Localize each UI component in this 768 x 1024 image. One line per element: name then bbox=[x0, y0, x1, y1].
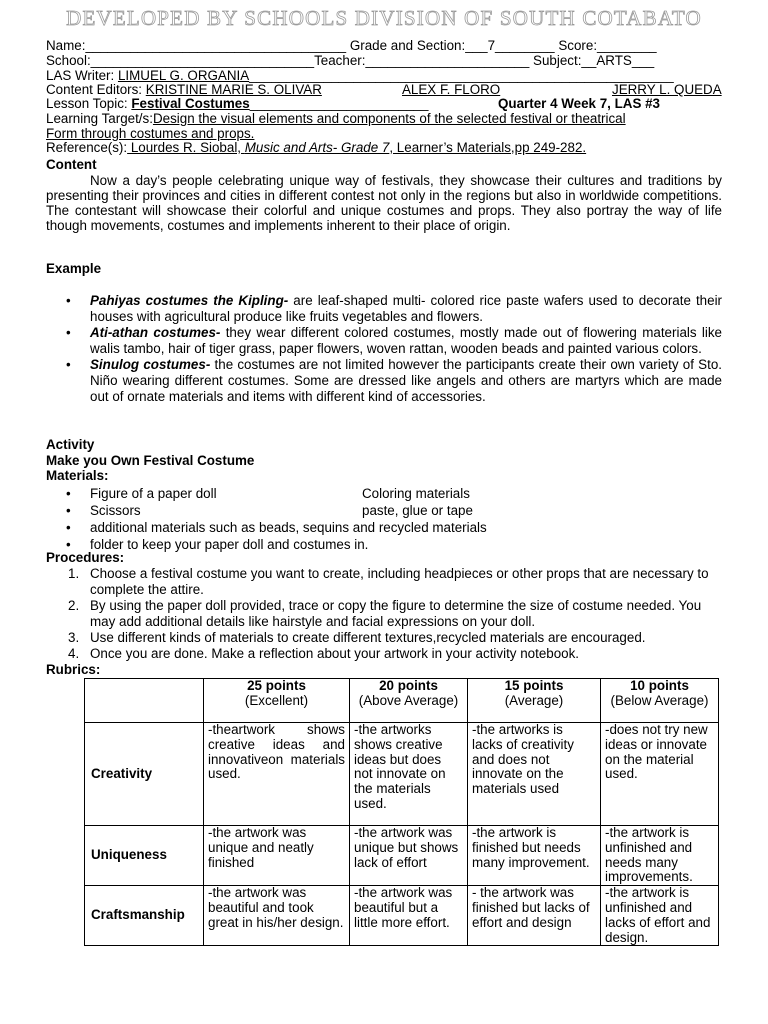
list-item bbox=[46, 566, 722, 598]
list-item bbox=[46, 519, 730, 536]
writer-value: LIMUEL G. ORGANIA bbox=[117, 68, 250, 83]
topic-blank: ________________________ bbox=[249, 96, 429, 111]
score-blank[interactable]: ________ bbox=[597, 38, 657, 53]
reference-label: Reference(s): bbox=[46, 140, 128, 155]
column-points: 25 points bbox=[247, 678, 306, 693]
school-label: School: bbox=[46, 53, 91, 68]
reference-line bbox=[46, 140, 586, 155]
step-text: Use different kinds of materials to create different textures,recycled materials are encouraged. bbox=[90, 630, 646, 645]
example-text: the costumes are not limited however the participants create their own variety of Sto. Niño wearing different costumes. Some are dressed like angels and others are martyrs which are made out of ornate materials and items with different kind of accessories. bbox=[90, 357, 722, 404]
example-term: Sinulog costumes- bbox=[90, 357, 211, 372]
content-paragraph: Now a day’s people celebrating unique way of festivals, they showcase their cultures and traditions by presenting their provinces and cities in different contest not only in the regions but also in worldwide competitions. The contestant will showcase their colorful and unique costumes and props. They also portray the way of life though movements, costumes and implements inherent to their place of origin. bbox=[46, 173, 722, 233]
step-text: By using the paper doll provided, trace or copy the figure to determine the size of costume needed. You may add additional details like hairstyle and facial expressions on your doll. bbox=[90, 598, 702, 629]
column-header bbox=[204, 679, 350, 723]
grade-blank-post: ________ bbox=[495, 38, 555, 53]
procedures-heading: Procedures: bbox=[46, 550, 125, 565]
example-term: Pahiyas costumes the Kipling- bbox=[90, 293, 289, 308]
editor-1: KRISTINE MARIE S. OLIVAR bbox=[145, 82, 322, 97]
step-number: 3. bbox=[68, 630, 80, 645]
rubric-cell: -the artwork was beautiful and took great in his/her design. bbox=[204, 886, 350, 946]
material-left: Scissors bbox=[90, 503, 141, 518]
subject-label: Subject: bbox=[533, 53, 582, 68]
grade-value: 7 bbox=[487, 38, 496, 53]
school-line bbox=[46, 53, 654, 68]
rubric-cell: -the artworks shows creative ideas but does not innovate on the materials used. bbox=[350, 723, 468, 826]
materials-heading: Materials: bbox=[46, 468, 109, 483]
rubric-cell: -the artwork is unfinished and needs many improvements. bbox=[601, 826, 719, 886]
list-item bbox=[46, 357, 722, 405]
material-left: folder to keep your paper doll and costumes in. bbox=[90, 537, 369, 552]
step-text: Choose a festival costume you want to create, including headpieces or other props that are necessary to complete the attire. bbox=[90, 566, 709, 597]
rubric-cell: -theartwork shows creative ideas and innovativeon materials used. bbox=[204, 723, 350, 826]
column-level: (Above Average) bbox=[358, 692, 459, 708]
content-heading: Content bbox=[46, 157, 97, 172]
rubric-cell: -the artwork was unique and neatly finished bbox=[204, 826, 350, 886]
rubrics-table bbox=[84, 678, 719, 946]
list-item bbox=[46, 293, 722, 325]
column-points: 20 points bbox=[379, 678, 438, 693]
example-text: they wear different colored costumes, mostly made out of flowering materials like walis tambo, hair of tiger grass, paper flowers, woven rattan, wooden beads and painted various colors. bbox=[90, 325, 723, 356]
example-heading: Example bbox=[46, 261, 102, 276]
rubric-cell: -does not try new ideas or innovate on the material used. bbox=[601, 723, 719, 826]
column-level: (Excellent) bbox=[244, 692, 309, 708]
topic-line bbox=[46, 96, 722, 111]
activity-title: Make you Own Festival Costume bbox=[46, 453, 255, 468]
rubric-cell: -the artwork is unfinished and lacks of effort and design. bbox=[601, 886, 719, 946]
rubric-cell: -the artworks is lacks of creativity and does not innovate on the materials used bbox=[468, 723, 601, 826]
list-item bbox=[46, 325, 722, 357]
table-row bbox=[85, 723, 719, 826]
step-text: Once you are done. Make a reflection about your artwork in your activity notebook. bbox=[90, 646, 580, 661]
column-level: (Average) bbox=[504, 692, 564, 708]
list-item bbox=[46, 536, 730, 553]
procedures-list bbox=[46, 566, 722, 662]
school-blank[interactable]: ______________________________ bbox=[90, 53, 315, 68]
reference-author: Lourdes R. Siobal, bbox=[127, 140, 245, 155]
list-item bbox=[46, 630, 722, 646]
target-text-2: Form through costumes and props. bbox=[46, 126, 255, 141]
topic-label: Lesson Topic: bbox=[46, 96, 128, 111]
activity-heading: Activity bbox=[46, 437, 95, 452]
list-item bbox=[46, 502, 730, 519]
material-right: Coloring materials bbox=[362, 486, 470, 501]
column-header bbox=[468, 679, 601, 723]
step-number: 4. bbox=[68, 646, 80, 661]
grade-label: Grade and Section: bbox=[349, 38, 466, 53]
list-item bbox=[46, 598, 722, 630]
step-number: 1. bbox=[68, 566, 80, 581]
writer-blank: _________________________________________________________ bbox=[249, 68, 674, 83]
writer-label: LAS Writer: bbox=[46, 68, 115, 83]
subject-value: ARTS bbox=[596, 53, 632, 68]
subject-blank-pre: __ bbox=[581, 53, 597, 68]
score-label: Score: bbox=[558, 38, 598, 53]
target-line-1 bbox=[46, 111, 626, 126]
name-blank[interactable]: ___________________________________ bbox=[85, 38, 347, 53]
example-list bbox=[46, 293, 722, 405]
quarter-label: Quarter 4 Week 7, LAS #3 bbox=[498, 96, 661, 111]
writer-line bbox=[46, 68, 674, 83]
rubric-cell: -the artwork was unique but shows lack of effort bbox=[350, 826, 468, 886]
name-label: Name: bbox=[46, 38, 86, 53]
division-banner: DEVELOPED BY SCHOOLS DIVISION OF SOUTH COTABATO bbox=[66, 6, 702, 30]
table-row bbox=[85, 679, 719, 723]
criterion-cell: Craftsmanship bbox=[85, 886, 204, 946]
grade-blank-pre: ___ bbox=[465, 38, 488, 53]
example-text: are leaf-shaped multi- colored rice paste wafers used to decorate their houses with agricultural produce like fruits vegetables and flowers. bbox=[90, 293, 723, 324]
criterion-cell: Uniqueness bbox=[85, 826, 204, 886]
editors-line bbox=[46, 82, 722, 97]
table-corner-cell bbox=[85, 679, 204, 723]
teacher-blank[interactable]: ______________________ bbox=[365, 53, 530, 68]
column-header bbox=[350, 679, 468, 723]
column-header bbox=[601, 679, 719, 723]
materials-list bbox=[46, 485, 730, 553]
editor-2: ALEX F. FLORO bbox=[402, 82, 501, 97]
rubric-cell: -the artwork was beautiful but a little more effort. bbox=[350, 886, 468, 946]
material-left: additional materials such as beads, sequins and recycled materials bbox=[90, 520, 487, 535]
example-term: Ati-athan costumes- bbox=[90, 325, 221, 340]
column-points: 15 points bbox=[504, 678, 564, 693]
target-label: Learning Target/s: bbox=[46, 111, 153, 126]
rubric-cell: -the artwork is finished but needs many improvement. bbox=[468, 826, 601, 886]
criterion-cell: Creativity bbox=[85, 723, 204, 826]
rubrics-heading: Rubrics: bbox=[46, 662, 101, 677]
material-left: Figure of a paper doll bbox=[90, 486, 217, 501]
material-right: paste, glue or tape bbox=[362, 503, 473, 518]
subject-blank-post: ___ bbox=[631, 53, 655, 68]
reference-rest: , Learner’s Materials,pp 249-282. bbox=[389, 140, 587, 155]
list-item bbox=[46, 485, 730, 502]
reference-title: Music and Arts- Grade 7 bbox=[244, 140, 390, 155]
target-text-1: Design the visual elements and components of the selected festival or theatrical bbox=[152, 111, 626, 126]
step-number: 2. bbox=[68, 598, 80, 613]
list-item bbox=[46, 646, 722, 662]
name-line bbox=[46, 38, 657, 53]
column-level: (Below Average) bbox=[610, 692, 709, 708]
teacher-label: Teacher: bbox=[314, 53, 366, 68]
table-row bbox=[85, 886, 719, 946]
topic-value: Festival Costumes bbox=[131, 96, 250, 111]
editors-label: Content Editors: bbox=[46, 82, 143, 97]
column-points: 10 points bbox=[630, 678, 689, 693]
editor-3: JERRY L. QUEDA bbox=[612, 82, 722, 97]
table-row bbox=[85, 826, 719, 886]
rubric-cell: - the artwork was finished but lacks of effort and design bbox=[468, 886, 601, 946]
